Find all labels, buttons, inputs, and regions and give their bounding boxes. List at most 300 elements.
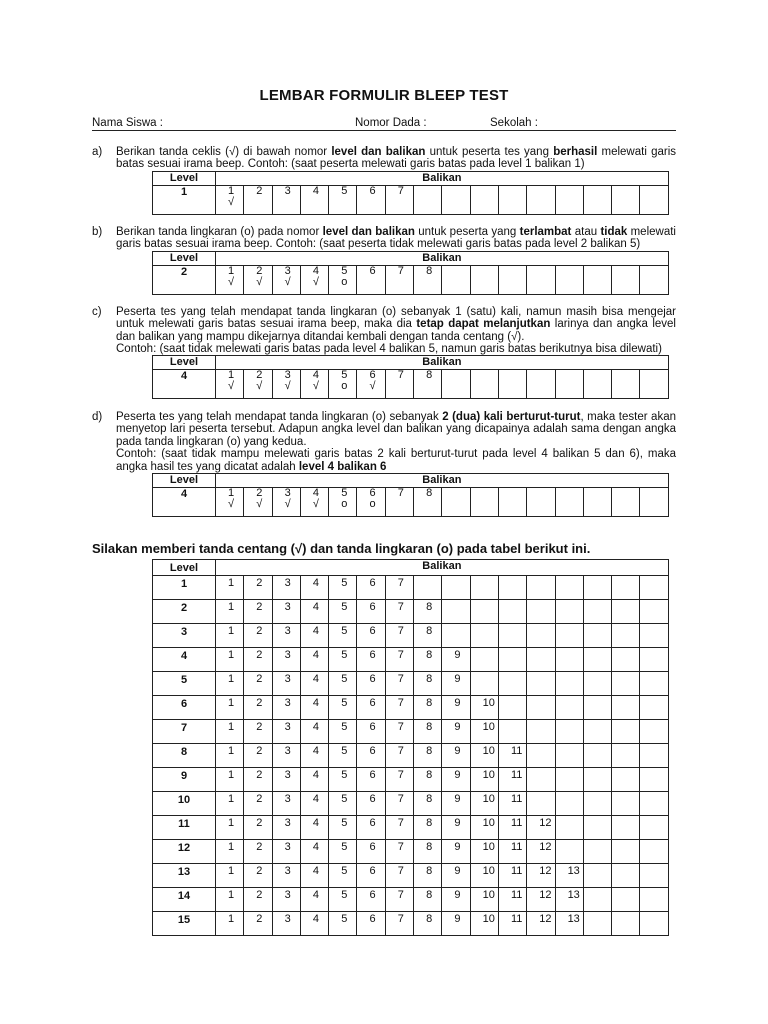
balikan-cell: 7 — [385, 648, 413, 672]
balikan-cell: 11 — [498, 744, 526, 768]
level-cell: 5 — [153, 672, 216, 696]
balikan-cell: 10 — [470, 840, 498, 864]
check-mark: √ — [256, 498, 263, 510]
balikan-cell: 11 — [498, 888, 526, 912]
item-letter: d) — [92, 411, 103, 423]
balikan-cell: 3 — [272, 720, 300, 744]
balikan-cell — [527, 370, 555, 399]
level-cell: 10 — [153, 792, 216, 816]
balikan-cell: 6 — [357, 600, 385, 624]
balikan-cell: 4 — [300, 792, 328, 816]
balikan-cell: 3 — [272, 792, 300, 816]
balikan-cell: 8 — [414, 696, 442, 720]
balikan-cell — [470, 266, 498, 295]
balikan-header: Balikan — [216, 172, 669, 186]
balikan-cell — [555, 696, 583, 720]
balikan-cell: 5 o — [329, 370, 357, 399]
student-info-line — [92, 117, 676, 131]
balikan-cell: 5 — [329, 672, 357, 696]
balikan-cell: 5 — [329, 816, 357, 840]
balikan-header: Balikan — [216, 474, 669, 488]
balikan-cell — [640, 888, 668, 912]
balikan-cell: 8 — [414, 720, 442, 744]
balikan-cell: 7 — [385, 600, 413, 624]
check-mark: √ — [284, 276, 291, 288]
balikan-cell: 3 — [272, 768, 300, 792]
level-row — [153, 744, 669, 768]
balikan-cell — [470, 370, 498, 399]
balikan-cell — [583, 186, 611, 215]
balikan-cell: 5 — [329, 888, 357, 912]
item-text: Berikan tanda lingkaran (o) pada nomor level dan balikan untuk peserta yang terlambat atau tidak melewati garis batas sesuai irama beep. Contoh: (saat peserta tidak melewati garis batas pada level 2 balikan 5) — [116, 226, 676, 251]
balikan-cell: 4 — [300, 912, 328, 936]
level-cell: 7 — [153, 720, 216, 744]
balikan-cell: 12 — [527, 864, 555, 888]
balikan-cell — [555, 370, 583, 399]
balikan-cell: 1 — [216, 696, 244, 720]
balikan-cell: 6 — [357, 744, 385, 768]
balikan-cell — [414, 186, 442, 215]
balikan-cell: 5 — [329, 720, 357, 744]
item-letter: a) — [92, 146, 103, 158]
balikan-cell — [612, 816, 640, 840]
balikan-cell — [498, 648, 526, 672]
balikan-cell — [442, 624, 470, 648]
balikan-cell: 1 — [216, 864, 244, 888]
balikan-cell: 4 — [300, 648, 328, 672]
balikan-cell — [527, 744, 555, 768]
balikan-cell: 2 √ — [244, 266, 272, 295]
balikan-cell: 5 — [329, 744, 357, 768]
balikan-cell: 2 — [244, 186, 272, 215]
balikan-cell: 6 — [357, 816, 385, 840]
level-cell: 1 — [153, 186, 216, 215]
level-cell: 15 — [153, 912, 216, 936]
level-row — [153, 720, 669, 744]
balikan-cell — [640, 816, 668, 840]
balikan-cell — [583, 648, 611, 672]
balikan-cell: 2 √ — [244, 370, 272, 399]
balikan-cell — [612, 186, 640, 215]
balikan-cell: 4 — [300, 864, 328, 888]
balikan-cell: 13 — [555, 912, 583, 936]
balikan-cell: 10 — [470, 816, 498, 840]
level-cell: 3 — [153, 624, 216, 648]
level-cell: 4 — [153, 370, 216, 399]
balikan-cell: 7 — [385, 768, 413, 792]
balikan-cell — [527, 576, 555, 600]
balikan-cell — [612, 370, 640, 399]
balikan-cell — [498, 624, 526, 648]
balikan-cell: 8 — [414, 488, 442, 517]
balikan-cell — [555, 600, 583, 624]
balikan-cell: 1 — [216, 624, 244, 648]
balikan-cell — [640, 648, 668, 672]
balikan-cell — [470, 186, 498, 215]
balikan-cell: 3 — [272, 840, 300, 864]
balikan-cell: 1 — [216, 600, 244, 624]
balikan-cell — [498, 266, 526, 295]
balikan-cell: 2 — [244, 816, 272, 840]
balikan-cell: 11 — [498, 768, 526, 792]
balikan-cell — [555, 488, 583, 517]
balikan-cell: 3 — [272, 888, 300, 912]
balikan-cell — [612, 720, 640, 744]
balikan-cell — [498, 576, 526, 600]
balikan-cell — [583, 696, 611, 720]
balikan-cell — [612, 744, 640, 768]
balikan-cell: 3 — [272, 624, 300, 648]
balikan-cell — [498, 672, 526, 696]
balikan-cell: 2 — [244, 792, 272, 816]
item-text: Peserta tes yang telah mendapat tanda lingkaran (o) sebanyak 1 (satu) kali, namun masih bisa mengejar untuk melewati garis batas sesuai irama beep, maka dia tetap dapat melanjutkan larinya dan angka level dan balikan yang mampu dikejarnya ditandai kembali dengan tanda centang (√). Contoh: (saat tidak melewati garis batas pada level 4 balikan 5, namun garis batas berikutnya bisa dilewati) — [116, 306, 676, 356]
balikan-cell — [498, 720, 526, 744]
check-mark: √ — [369, 380, 376, 392]
balikan-cell — [583, 624, 611, 648]
level-row — [153, 768, 669, 792]
balikan-cell: 6 — [357, 186, 385, 215]
balikan-cell: 6 — [357, 864, 385, 888]
balikan-cell: 2 — [244, 624, 272, 648]
balikan-cell — [583, 720, 611, 744]
balikan-cell — [414, 576, 442, 600]
balikan-cell — [498, 186, 526, 215]
balikan-cell — [555, 624, 583, 648]
balikan-cell — [470, 624, 498, 648]
balikan-cell — [640, 744, 668, 768]
check-mark: √ — [284, 498, 291, 510]
balikan-cell: 1 √ — [216, 266, 244, 295]
balikan-cell: 8 — [414, 768, 442, 792]
balikan-cell: 3 — [272, 864, 300, 888]
balikan-cell: 3 — [272, 912, 300, 936]
balikan-cell — [583, 888, 611, 912]
example-row — [153, 488, 669, 517]
balikan-cell: 9 — [442, 888, 470, 912]
balikan-cell: 2 — [244, 672, 272, 696]
balikan-cell: 6 — [357, 696, 385, 720]
balikan-cell — [612, 600, 640, 624]
balikan-cell — [442, 370, 470, 399]
balikan-cell: 5 — [329, 912, 357, 936]
balikan-cell — [527, 186, 555, 215]
balikan-cell — [527, 266, 555, 295]
balikan-cell: 11 — [498, 912, 526, 936]
balikan-cell: 6 — [357, 768, 385, 792]
bib-number-label: Nomor Dada : — [355, 117, 427, 129]
balikan-cell — [640, 576, 668, 600]
balikan-cell: 7 — [385, 266, 413, 295]
balikan-cell — [498, 370, 526, 399]
level-cell: 4 — [153, 648, 216, 672]
balikan-cell — [555, 744, 583, 768]
check-mark: √ — [256, 380, 263, 392]
balikan-cell — [583, 768, 611, 792]
balikan-cell: 3 — [272, 186, 300, 215]
balikan-cell: 12 — [527, 816, 555, 840]
balikan-cell: 7 — [385, 888, 413, 912]
balikan-cell — [640, 370, 668, 399]
balikan-header: Balikan — [216, 356, 669, 370]
balikan-cell — [527, 768, 555, 792]
balikan-cell: 6 — [357, 792, 385, 816]
balikan-cell: 9 — [442, 768, 470, 792]
balikan-cell: 9 — [442, 744, 470, 768]
balikan-cell: 8 — [414, 624, 442, 648]
balikan-cell: 7 — [385, 696, 413, 720]
circle-mark: o — [341, 498, 348, 510]
balikan-header: Balikan — [216, 252, 669, 266]
balikan-cell: 3 — [272, 576, 300, 600]
balikan-cell: 4 — [300, 720, 328, 744]
check-mark: √ — [228, 196, 235, 208]
level-cell: 6 — [153, 696, 216, 720]
level-row — [153, 864, 669, 888]
balikan-cell — [442, 600, 470, 624]
balikan-cell: 12 — [527, 888, 555, 912]
balikan-cell — [583, 840, 611, 864]
balikan-cell: 10 — [470, 888, 498, 912]
balikan-cell — [612, 864, 640, 888]
balikan-cell — [612, 672, 640, 696]
balikan-cell: 4 — [300, 576, 328, 600]
balikan-cell: 7 — [385, 186, 413, 215]
balikan-cell — [555, 840, 583, 864]
level-row — [153, 816, 669, 840]
balikan-cell: 7 — [385, 864, 413, 888]
balikan-cell — [612, 912, 640, 936]
item-text: Peserta tes yang telah mendapat tanda lingkaran (o) sebanyak 2 (dua) kali berturut-turut, maka tester akan menyetop lari peserta tersebut. Adapun angka level dan balikan yang dicapainya adalah sama dengan angka pada tanda lingkaran (o) yang kedua. Contoh: (saat tidak mampu melewati garis batas 2 kali berturut-turut pada level 4 balikan 5 dan 6), maka angka hasil tes yang dicatat adalah level 4 balikan 6 — [116, 411, 676, 473]
balikan-cell: 1 — [216, 672, 244, 696]
check-mark: √ — [312, 498, 319, 510]
balikan-cell: 8 — [414, 672, 442, 696]
balikan-cell — [583, 864, 611, 888]
balikan-cell: 2 — [244, 840, 272, 864]
balikan-cell — [498, 696, 526, 720]
balikan-cell: 5 o — [329, 266, 357, 295]
level-header: Level — [153, 252, 216, 266]
balikan-cell: 5 — [329, 186, 357, 215]
balikan-cell: 7 — [385, 840, 413, 864]
balikan-cell: 11 — [498, 792, 526, 816]
balikan-cell — [583, 600, 611, 624]
balikan-cell: 1 √ — [216, 370, 244, 399]
balikan-cell — [612, 768, 640, 792]
balikan-cell — [470, 600, 498, 624]
balikan-cell — [612, 696, 640, 720]
balikan-cell — [555, 648, 583, 672]
balikan-cell — [640, 600, 668, 624]
balikan-cell: 13 — [555, 864, 583, 888]
balikan-cell — [442, 488, 470, 517]
balikan-cell: 8 — [414, 792, 442, 816]
balikan-cell — [555, 576, 583, 600]
level-row — [153, 624, 669, 648]
balikan-cell: 6 — [357, 672, 385, 696]
balikan-cell — [640, 720, 668, 744]
balikan-cell — [442, 266, 470, 295]
balikan-cell — [612, 888, 640, 912]
balikan-cell — [640, 266, 668, 295]
balikan-cell: 1 — [216, 816, 244, 840]
balikan-cell: 8 — [414, 816, 442, 840]
balikan-cell: 7 — [385, 720, 413, 744]
example-row — [153, 266, 669, 295]
balikan-cell: 3 — [272, 600, 300, 624]
balikan-cell: 5 o — [329, 488, 357, 517]
balikan-cell: 2 — [244, 744, 272, 768]
balikan-cell: 4 √ — [300, 266, 328, 295]
level-cell: 8 — [153, 744, 216, 768]
balikan-cell — [555, 768, 583, 792]
balikan-cell: 6 — [357, 648, 385, 672]
balikan-cell — [583, 370, 611, 399]
level-header: Level — [153, 560, 216, 576]
balikan-cell: 6 √ — [357, 370, 385, 399]
circle-mark: o — [341, 380, 348, 392]
balikan-cell: 10 — [470, 792, 498, 816]
balikan-cell: 6 — [357, 720, 385, 744]
balikan-cell: 6 — [357, 266, 385, 295]
balikan-cell: 4 — [300, 768, 328, 792]
balikan-cell — [555, 186, 583, 215]
balikan-cell: 8 — [414, 840, 442, 864]
check-mark: √ — [228, 498, 235, 510]
balikan-cell: 9 — [442, 816, 470, 840]
check-mark: √ — [228, 380, 235, 392]
level-cell: 14 — [153, 888, 216, 912]
balikan-cell: 9 — [442, 672, 470, 696]
balikan-cell: 2 — [244, 720, 272, 744]
balikan-cell: 9 — [442, 864, 470, 888]
level-row — [153, 600, 669, 624]
table-instruction: Silakan memberi tanda centang (√) dan tanda lingkaran (o) pada tabel berikut ini. — [92, 541, 591, 556]
circle-mark: o — [369, 498, 376, 510]
balikan-cell: 3 — [272, 816, 300, 840]
balikan-cell: 4 — [300, 840, 328, 864]
balikan-cell — [527, 624, 555, 648]
balikan-cell: 8 — [414, 912, 442, 936]
balikan-cell: 6 — [357, 840, 385, 864]
balikan-cell: 3 √ — [272, 266, 300, 295]
balikan-cell: 9 — [442, 648, 470, 672]
balikan-cell — [583, 266, 611, 295]
balikan-cell: 8 — [414, 370, 442, 399]
balikan-cell: 8 — [414, 648, 442, 672]
balikan-cell — [640, 768, 668, 792]
level-row — [153, 696, 669, 720]
balikan-cell: 11 — [498, 816, 526, 840]
balikan-cell: 4 — [300, 600, 328, 624]
balikan-cell: 2 — [244, 768, 272, 792]
balikan-cell: 5 — [329, 864, 357, 888]
balikan-cell — [555, 672, 583, 696]
balikan-cell — [498, 600, 526, 624]
balikan-cell: 5 — [329, 840, 357, 864]
balikan-cell: 2 — [244, 600, 272, 624]
balikan-cell: 10 — [470, 864, 498, 888]
level-cell: 4 — [153, 488, 216, 517]
balikan-cell — [442, 576, 470, 600]
check-mark: √ — [256, 276, 263, 288]
balikan-cell — [555, 792, 583, 816]
balikan-cell — [555, 266, 583, 295]
balikan-cell: 11 — [498, 864, 526, 888]
balikan-cell — [640, 864, 668, 888]
balikan-cell: 2 — [244, 696, 272, 720]
page-title: LEMBAR FORMULIR BLEEP TEST — [259, 87, 509, 104]
balikan-cell: 7 — [385, 672, 413, 696]
balikan-cell — [470, 488, 498, 517]
balikan-header: Balikan — [216, 560, 669, 576]
balikan-cell — [640, 672, 668, 696]
balikan-cell — [612, 624, 640, 648]
balikan-cell: 12 — [527, 912, 555, 936]
balikan-cell: 2 — [244, 888, 272, 912]
level-row — [153, 792, 669, 816]
check-mark: √ — [284, 380, 291, 392]
balikan-cell — [527, 672, 555, 696]
balikan-cell: 1 — [216, 840, 244, 864]
level-cell: 13 — [153, 864, 216, 888]
level-row — [153, 672, 669, 696]
balikan-cell — [640, 840, 668, 864]
balikan-cell: 3 — [272, 648, 300, 672]
balikan-cell: 6 — [357, 912, 385, 936]
balikan-cell: 7 — [385, 744, 413, 768]
balikan-cell: 1 √ — [216, 186, 244, 215]
balikan-cell: 1 — [216, 744, 244, 768]
balikan-cell: 6 o — [357, 488, 385, 517]
balikan-cell — [612, 648, 640, 672]
balikan-cell — [527, 792, 555, 816]
balikan-cell — [583, 912, 611, 936]
balikan-cell: 9 — [442, 720, 470, 744]
balikan-cell — [583, 488, 611, 517]
balikan-cell: 2 — [244, 648, 272, 672]
balikan-cell: 2 — [244, 912, 272, 936]
balikan-cell: 6 — [357, 888, 385, 912]
balikan-cell — [640, 624, 668, 648]
balikan-cell — [527, 720, 555, 744]
balikan-cell: 4 — [300, 888, 328, 912]
balikan-cell — [583, 672, 611, 696]
balikan-cell: 2 √ — [244, 488, 272, 517]
balikan-cell — [612, 266, 640, 295]
balikan-cell: 2 — [244, 864, 272, 888]
balikan-cell: 9 — [442, 792, 470, 816]
student-name-label: Nama Siswa : — [92, 117, 163, 129]
balikan-cell — [527, 600, 555, 624]
balikan-cell: 1 — [216, 576, 244, 600]
balikan-cell: 9 — [442, 696, 470, 720]
balikan-cell — [612, 792, 640, 816]
balikan-cell: 10 — [470, 720, 498, 744]
balikan-cell: 1 — [216, 792, 244, 816]
level-header: Level — [153, 172, 216, 186]
balikan-cell — [640, 186, 668, 215]
check-mark: √ — [228, 276, 235, 288]
balikan-cell: 10 — [470, 744, 498, 768]
balikan-cell: 7 — [385, 912, 413, 936]
balikan-cell — [527, 648, 555, 672]
balikan-cell: 7 — [385, 816, 413, 840]
example-row — [153, 370, 669, 399]
balikan-cell — [640, 696, 668, 720]
balikan-cell: 7 — [385, 488, 413, 517]
school-label: Sekolah : — [490, 117, 538, 129]
item-letter: b) — [92, 226, 103, 238]
